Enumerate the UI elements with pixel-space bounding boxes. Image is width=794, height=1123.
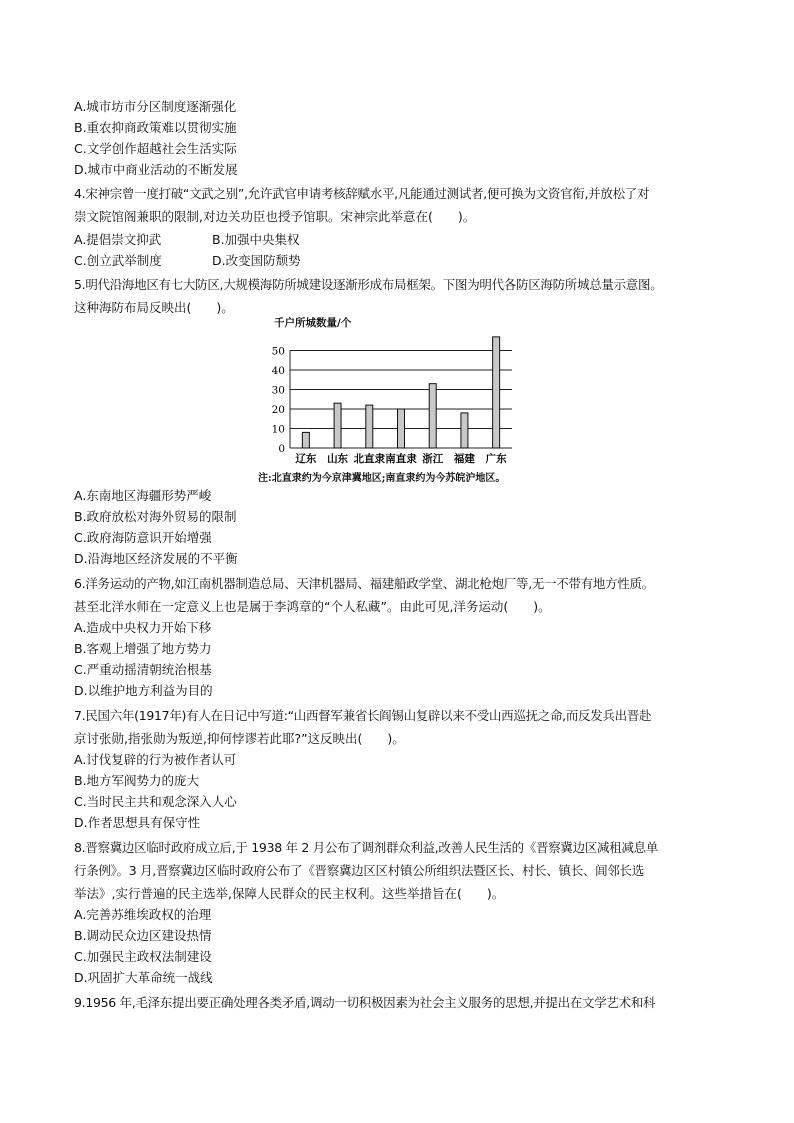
q4-stem-line-2: 崇文院馆阁兼职的限制,对边关功臣也授予馆职。宋神宗此举意在( )。	[74, 209, 476, 224]
q6-stem-line-2: 甚至北洋水师在一定意义上也是属于李鸿章的“个人私藏”。由此可见,洋务运动( )。	[74, 599, 551, 614]
chart-bar-3	[398, 409, 405, 448]
q7-stem-line-2: 京讨张勋,指张勋为叛逆,抑何悖谬若此耶?”这反映出( )。	[74, 731, 405, 746]
q5-stem-line-1: 5.明代沿海地区有七大防区,大规模海防所城建设逐渐形成布局框架。下图为明代各防区海防所城总量示意图。	[74, 277, 663, 292]
chart-y-tick-label: 10	[271, 423, 285, 436]
chart-category-label: 山东	[327, 453, 349, 465]
chart-category-label: 福建	[453, 453, 475, 465]
q9-stem-line-1: 9.1956 年,毛泽东提出要正确处理各类矛盾,调动一切积极因素为社会主义服务的思想,并提出在文学艺术和科	[74, 995, 656, 1010]
q5-option-a: A.东南地区海疆形势严峻	[74, 488, 212, 503]
chart-bar-2	[366, 405, 373, 448]
chart-category-label: 辽东	[295, 453, 317, 465]
q6-option-b: B.客观上增强了地方势力	[74, 641, 212, 656]
q8-option-b: B.调动民众边区建设热情	[74, 928, 212, 943]
q8-stem-line-3: 举法》,实行普遍的民主选举,保障人民群众的民主权利。这些举措旨在( )。	[74, 886, 505, 901]
q7-stem-line-1: 7.民国六年(1917年)有人在日记中写道:“山西督军兼省长阎锡山复辟以来不受山西巡抚之命,而反发兵出晋赴	[74, 708, 652, 723]
q6-option-a: A.造成中央权力开始下移	[74, 620, 212, 635]
chart-y-tick-label: 20	[271, 404, 285, 416]
chart-y-tick-label: 40	[271, 365, 285, 377]
q7-option-d: D.作者思想具有保守性	[74, 815, 201, 830]
q5-stem-line-2: 这种海防布局反映出( )。	[74, 300, 234, 315]
chart-category-label: 广东	[485, 453, 507, 465]
q6-option-d: D.以维护地方利益为目的	[74, 683, 213, 698]
chart-y-axis-label: 千户所城数量/个	[274, 317, 352, 329]
chart-y-tick-label: 30	[271, 384, 285, 397]
q5-option-b: B.政府放松对海外贸易的限制	[74, 509, 237, 524]
q8-stem-line-1: 8.晋察冀边区临时政府成立后,于 1938 年 2 月公布了调剂群众利益,改善人民生活的《晋察冀边区减租减息单	[74, 840, 659, 855]
q6-stem-line-1: 6.洋务运动的产物,如江南机器制造总局、天津机器局、福建船政学堂、湖北枪炮厂等,无一不带有地方性质。	[74, 576, 654, 591]
chart-y-tick-label: 50	[271, 345, 285, 358]
q4-option-d: D.改变国防颓势	[212, 253, 301, 268]
q4-option-b: B.加强中央集权	[212, 232, 300, 247]
q8-stem-line-2: 行条例》。3 月,晋察冀边区临时政府公布了《晋察冀边区区村镇公所组织法暨区长、村长、镇长、闾邻长选	[74, 863, 644, 878]
chart-note: 注:北直隶约为今京津冀地区;南直隶约为今苏皖沪地区。	[258, 473, 506, 484]
chart-bar-4	[429, 384, 436, 448]
chart-bar-6	[493, 337, 500, 448]
q3-option-b: B.重农抑商政策难以贯彻实施	[74, 120, 237, 135]
q5-option-c: C.政府海防意识开始增强	[74, 530, 212, 545]
q8-option-a: A.完善苏维埃政权的治理	[74, 907, 212, 922]
q8-option-d: D.巩固扩大革命统一战线	[74, 970, 213, 985]
q7-option-b: B.地方军阀势力的庞大	[74, 773, 200, 788]
chart-category-label: 北直隶	[353, 453, 386, 465]
chart-bar-5	[461, 413, 468, 448]
q7-option-c: C.当时民主共和观念深入人心	[74, 794, 237, 809]
q8-option-c: C.加强民主政权法制建设	[74, 949, 212, 964]
chart-category-label: 浙江	[422, 453, 444, 465]
q6-option-c: C.严重动摇清朝统治根基	[74, 662, 212, 677]
chart-category-label: 南直隶	[385, 453, 417, 465]
chart-y-tick-label: 0	[278, 443, 285, 455]
q4-stem-line-1: 4.宋神宗曾一度打破“文武之别”,允许武官申请考核辞赋水平,凡能通过测试者,便可换为文资官衔,并放松了对	[74, 186, 650, 201]
chart-bar-1	[334, 403, 341, 448]
q3-option-c: C.文学创作超越社会生活实际	[74, 141, 237, 156]
q5-option-d: D.沿海地区经济发展的不平衡	[74, 551, 238, 566]
chart-bar-0	[302, 432, 309, 448]
q3-option-d: D.城市中商业活动的不断发展	[74, 162, 238, 177]
q4-option-a: A.提倡崇文抑武	[74, 232, 162, 247]
q7-option-a: A.讨伐复辟的行为被作者认可	[74, 752, 237, 767]
q4-option-c: C.创立武举制度	[74, 253, 162, 268]
q3-option-a: A.城市坊市分区制度逐渐强化	[74, 99, 237, 114]
bar-chart	[240, 313, 560, 488]
